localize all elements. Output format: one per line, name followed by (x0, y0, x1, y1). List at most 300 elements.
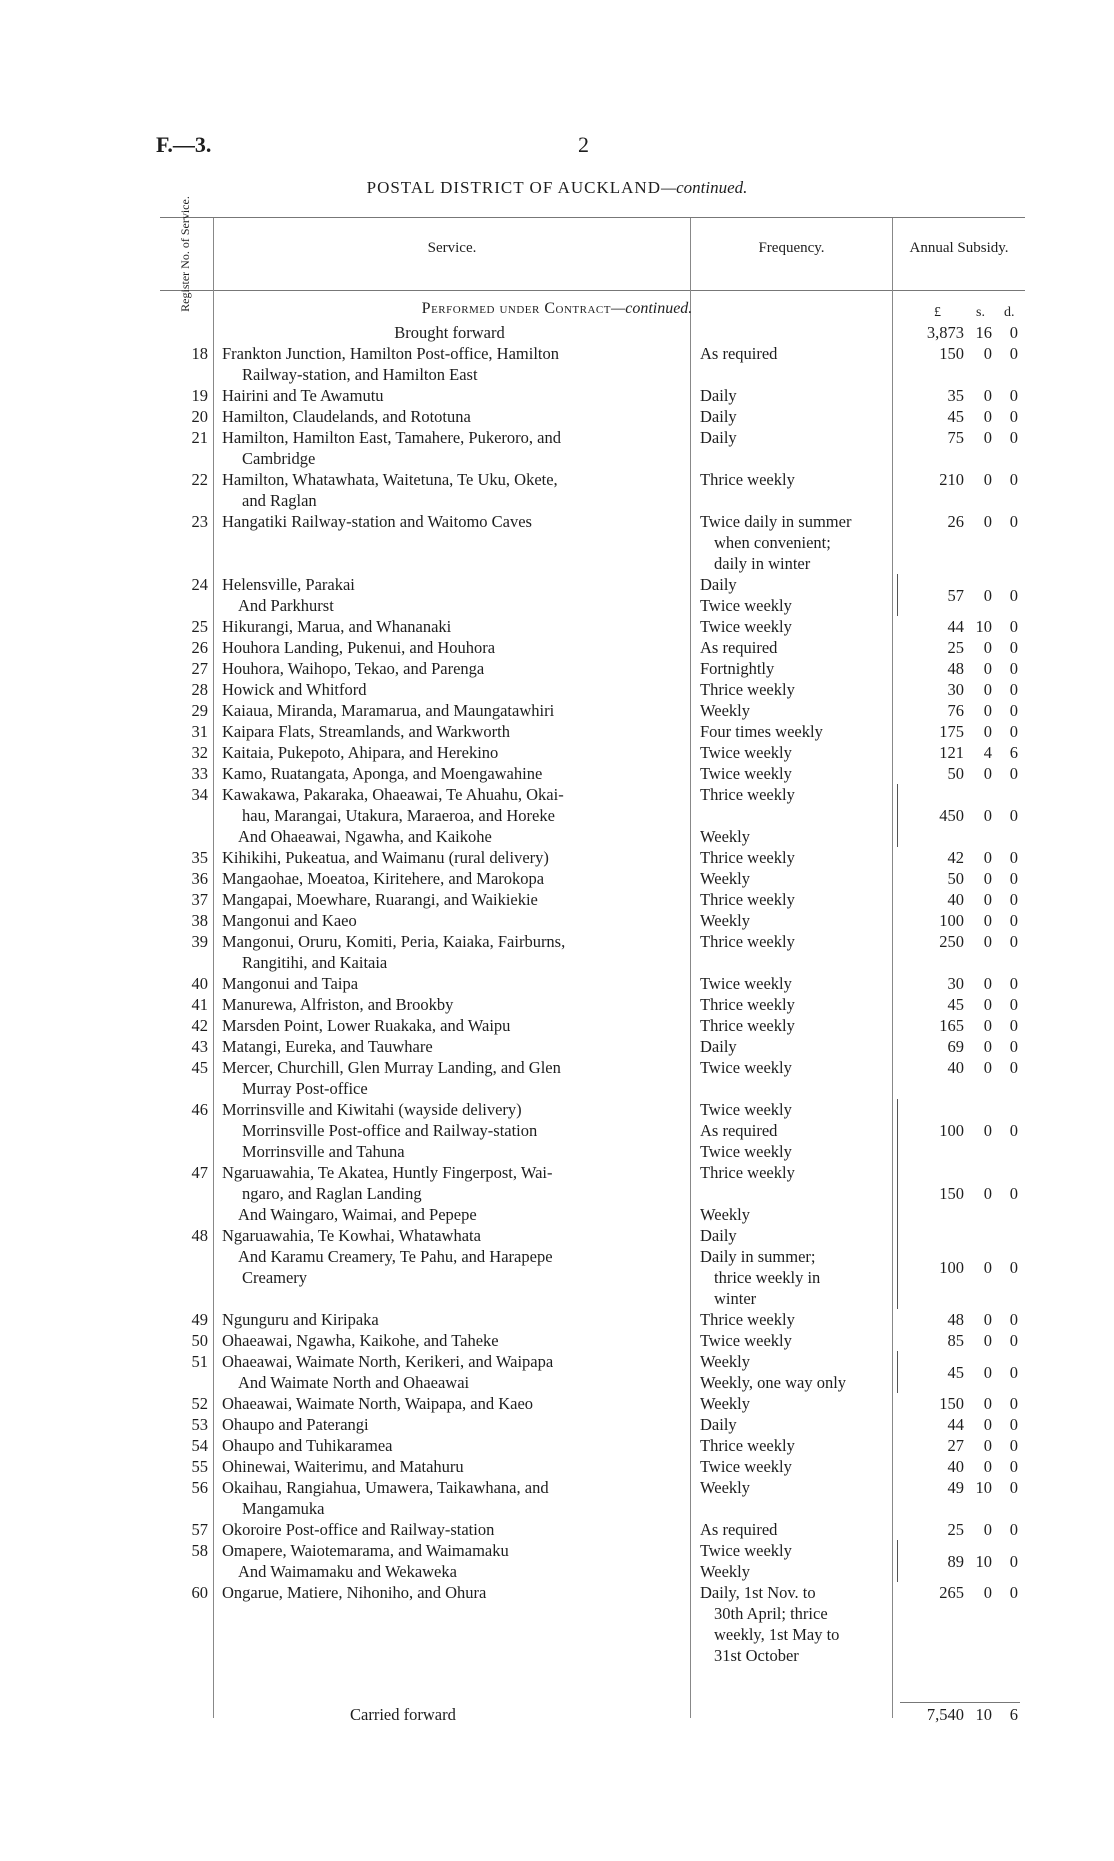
register-number: 60 (191, 1583, 208, 1602)
total-rule (900, 1702, 1020, 1703)
subsidy-pounds: 265 (939, 1583, 964, 1602)
unit-pence: d. (1004, 305, 1015, 320)
register-number: 34 (191, 785, 208, 804)
subsidy-pounds: 48 (947, 659, 964, 678)
register-number: 25 (191, 617, 208, 636)
subsidy-shillings: 0 (983, 1363, 992, 1382)
subsidy-shillings: 0 (983, 1016, 992, 1035)
register-number: 40 (191, 974, 208, 993)
service-frequency: Twice weekly (700, 596, 792, 615)
subsidy-shillings: 0 (983, 1436, 992, 1455)
register-number: 43 (191, 1037, 208, 1056)
service-route: Manurewa, Alfriston, and Brookby (222, 995, 454, 1014)
grouping-brace (893, 1099, 898, 1162)
service-frequency: Weekly (700, 827, 750, 846)
register-number: 51 (191, 1352, 208, 1371)
subsidy-pence: 0 (1009, 386, 1018, 405)
subsidy-shillings: 0 (983, 470, 992, 489)
service-frequency: Daily, 1st Nov. to (700, 1583, 816, 1602)
subsidy-pounds: 40 (947, 890, 964, 909)
service-route: Mercer, Churchill, Glen Murray Landing, and Glen (222, 1058, 561, 1077)
subsidy-pounds: 44 (947, 617, 964, 636)
subsidy-pence: 6 (1009, 743, 1018, 762)
subsidy-pence: 0 (1009, 1478, 1018, 1497)
register-number: 58 (191, 1541, 208, 1560)
subsidy-shillings: 0 (983, 932, 992, 951)
subsidy-pounds: 27 (947, 1436, 964, 1455)
service-frequency: Daily (700, 407, 737, 426)
subsidy-shillings: 0 (983, 1258, 992, 1277)
unit-pounds: £ (934, 305, 941, 320)
subsidy-pence: 0 (1009, 1552, 1018, 1571)
service-route: Kaiaua, Miranda, Maramarua, and Maungatawhiri (222, 701, 555, 720)
service-frequency: As required (700, 1121, 778, 1140)
subsidy-pounds: 25 (947, 638, 964, 657)
unit-shillings: s. (976, 305, 985, 320)
subsidy-shillings: 0 (983, 1394, 992, 1413)
service-route: Creamery (242, 1268, 308, 1287)
register-number: 57 (191, 1520, 208, 1539)
register-number: 56 (191, 1478, 208, 1497)
register-number: 36 (191, 869, 208, 888)
service-frequency: As required (700, 344, 778, 363)
service-route: Omapere, Waiotemarama, and Waimamaku (222, 1541, 509, 1560)
service-frequency: Twice weekly (700, 743, 792, 762)
subsidy-pounds: 165 (939, 1016, 964, 1035)
subsidy-pence: 0 (1009, 1436, 1018, 1455)
subsidy-pounds: 150 (939, 1394, 964, 1413)
subsidy-pounds: 75 (947, 428, 964, 447)
service-frequency: Fortnightly (700, 659, 775, 678)
subsidy-pounds: 121 (939, 743, 964, 762)
service-frequency: Thrice weekly (700, 1310, 795, 1329)
service-frequency: Daily (700, 386, 737, 405)
carried-forward-shillings: 10 (975, 1705, 992, 1724)
subsidy-shillings: 0 (983, 974, 992, 993)
subsidy-pence: 0 (1009, 869, 1018, 888)
page-title-continued: —continued. (660, 178, 748, 197)
subsidy-pounds: 100 (939, 1258, 964, 1277)
register-number: 38 (191, 911, 208, 930)
subsidy-pounds: 40 (947, 1457, 964, 1476)
subsidy-shillings: 0 (983, 586, 992, 605)
subsidy-pounds: 30 (947, 974, 964, 993)
subsidy-shillings: 0 (983, 1457, 992, 1476)
subsidy-shillings: 10 (975, 617, 992, 636)
page-number: 2 (578, 132, 589, 157)
subsidy-pounds: 25 (947, 1520, 964, 1539)
subsidy-pounds: 76 (947, 701, 964, 720)
subsidy-shillings: 0 (983, 1310, 992, 1329)
service-frequency: Daily (700, 1226, 737, 1245)
subsidy-shillings: 0 (983, 1583, 992, 1602)
service-frequency: Weekly, one way only (700, 1373, 847, 1392)
subsidy-pence: 0 (1009, 680, 1018, 699)
section-heading-continued: —continued. (610, 300, 693, 317)
service-route: Howick and Whitford (222, 680, 367, 699)
service-frequency: Four times weekly (700, 722, 823, 741)
service-route: Kawakawa, Pakaraka, Ohaeawai, Te Ahuahu, Okai- (222, 785, 564, 804)
grouping-brace (893, 574, 898, 616)
service-route: Mangamuka (242, 1499, 325, 1518)
subsidy-pounds: 44 (947, 1415, 964, 1434)
service-route: Cambridge (242, 449, 316, 468)
service-frequency: Thrice weekly (700, 848, 795, 867)
service-route: And Waimamaku and Wekaweka (238, 1562, 457, 1581)
subsidy-pounds: 89 (947, 1552, 964, 1571)
document-reference: F.—3. (156, 132, 212, 157)
service-frequency: Weekly (700, 701, 750, 720)
service-route: Murray Post-office (242, 1079, 368, 1098)
service-route: Ohaupo and Paterangi (222, 1415, 369, 1434)
subsidy-pence: 0 (1009, 890, 1018, 909)
service-frequency: Thrice weekly (700, 680, 795, 699)
service-route: Mangonui, Oruru, Komiti, Peria, Kaiaka, Fairburns, (222, 932, 566, 951)
service-route: Ngunguru and Kiripaka (222, 1310, 379, 1329)
service-route: Kaipara Flats, Streamlands, and Warkworth (222, 722, 510, 741)
service-route: hau, Marangai, Utakura, Maraeroa, and Horeke (242, 806, 555, 825)
subsidy-pounds: 450 (939, 806, 964, 825)
register-number: 31 (191, 722, 208, 741)
subsidy-pence: 0 (1009, 512, 1018, 531)
subsidy-pence: 0 (1009, 407, 1018, 426)
subsidy-pounds: 150 (939, 344, 964, 363)
subsidy-pounds: 175 (939, 722, 964, 741)
subsidy-shillings: 0 (983, 680, 992, 699)
subsidy-shillings: 0 (983, 512, 992, 531)
subsidy-shillings: 0 (983, 428, 992, 447)
service-route: ngaro, and Raglan Landing (242, 1184, 422, 1203)
service-route: Houhora Landing, Pukenui, and Houhora (222, 638, 496, 657)
subsidy-shillings: 0 (983, 722, 992, 741)
service-frequency: Twice weekly (700, 1058, 792, 1077)
service-route: Kaitaia, Pukepoto, Ahipara, and Herekino (222, 743, 499, 762)
service-frequency: Weekly (700, 1352, 750, 1371)
service-frequency: daily in winter (714, 554, 811, 573)
service-route: Ngaruawahia, Te Akatea, Huntly Fingerpost, Wai- (222, 1163, 553, 1182)
register-number: 54 (191, 1436, 208, 1455)
subsidy-shillings: 0 (983, 806, 992, 825)
subsidy-pence: 0 (1009, 806, 1018, 825)
service-frequency: Thrice weekly (700, 1163, 795, 1182)
subsidy-pence: 0 (1009, 932, 1018, 951)
subsidy-shillings: 0 (983, 1037, 992, 1056)
service-route: Hamilton, Hamilton East, Tamahere, Pukeroro, and (222, 428, 561, 447)
subsidy-pence: 0 (1009, 1520, 1018, 1539)
grouping-brace (893, 784, 898, 847)
subsidy-shillings: 0 (983, 995, 992, 1014)
subsidy-pounds: 50 (947, 764, 964, 783)
subsidy-pounds: 100 (939, 911, 964, 930)
service-frequency: Thrice weekly (700, 1436, 795, 1455)
carried-forward-pounds: 7,540 (926, 1705, 964, 1724)
subsidy-pence: 0 (1009, 1583, 1018, 1602)
service-frequency: Twice weekly (700, 1100, 792, 1119)
subsidy-shillings: 0 (983, 869, 992, 888)
subsidy-pence: 0 (1009, 659, 1018, 678)
service-route: Okaihau, Rangiahua, Umawera, Taikawhana, and (222, 1478, 549, 1497)
column-header-service: Service. (427, 240, 477, 256)
subsidy-pence: 0 (1009, 911, 1018, 930)
register-number: 23 (191, 512, 208, 531)
subsidy-shillings: 10 (975, 1478, 992, 1497)
subsidy-pence: 0 (1009, 1415, 1018, 1434)
section-heading-main: Performed under Contract (421, 300, 611, 317)
subsidy-pounds: 69 (947, 1037, 964, 1056)
register-number: 46 (191, 1100, 208, 1119)
subsidy-pence: 0 (1009, 722, 1018, 741)
subsidy-pence: 0 (1009, 1457, 1018, 1476)
service-frequency: 31st October (714, 1646, 799, 1665)
service-frequency: Daily (700, 1037, 737, 1056)
register-number: 47 (191, 1163, 208, 1182)
service-frequency: Thrice weekly (700, 995, 795, 1014)
service-route: Ohinewai, Waiterimu, and Matahuru (222, 1457, 464, 1476)
subsidy-pence: 0 (1009, 848, 1018, 867)
register-number: 42 (191, 1016, 208, 1035)
service-route: Morrinsville and Kiwitahi (wayside delivery) (222, 1100, 522, 1119)
subsidy-pence: 0 (1009, 1258, 1018, 1277)
column-header-subsidy: Annual Subsidy. (909, 240, 1009, 256)
register-number: 26 (191, 638, 208, 657)
service-frequency: Twice weekly (700, 1457, 792, 1476)
subsidy-shillings: 0 (983, 890, 992, 909)
subsidy-shillings: 0 (983, 386, 992, 405)
subsidy-shillings: 0 (983, 638, 992, 657)
register-number: 55 (191, 1457, 208, 1476)
subsidy-pence: 0 (1009, 638, 1018, 657)
subsidy-shillings: 4 (983, 743, 992, 762)
service-route: Hikurangi, Marua, and Whananaki (222, 617, 452, 636)
subsidy-shillings: 0 (983, 1520, 992, 1539)
page-title (0, 178, 1114, 198)
service-route: Helensville, Parakai (222, 575, 355, 594)
service-frequency: Daily (700, 575, 737, 594)
subsidy-shillings: 0 (983, 659, 992, 678)
service-route: Mangapai, Moewhare, Ruarangi, and Waikiekie (222, 890, 538, 909)
register-number: 28 (191, 680, 208, 699)
subsidy-pounds: 30 (947, 680, 964, 699)
service-frequency: Twice weekly (700, 1142, 792, 1161)
register-number: 50 (191, 1331, 208, 1350)
subsidy-shillings: 0 (983, 848, 992, 867)
register-number: 19 (191, 386, 208, 405)
service-route: Hamilton, Claudelands, and Rototuna (222, 407, 471, 426)
service-route: Ohaeawai, Waimate North, Waipapa, and Kaeo (222, 1394, 534, 1413)
subsidy-pence: 0 (1009, 995, 1018, 1014)
register-number: 27 (191, 659, 208, 678)
register-number: 35 (191, 848, 208, 867)
register-number: 41 (191, 995, 208, 1014)
subsidy-pounds: 26 (947, 512, 964, 531)
subsidy-pounds: 100 (939, 1121, 964, 1140)
service-frequency: Weekly (700, 1562, 750, 1581)
register-number: 20 (191, 407, 208, 426)
service-route: Houhora, Waihopo, Tekao, and Parenga (222, 659, 485, 678)
table-header-rule-bottom (160, 290, 1025, 291)
service-route: Matangi, Eureka, and Tauwhare (222, 1037, 433, 1056)
service-frequency: Twice weekly (700, 764, 792, 783)
subsidy-pence: 0 (1009, 586, 1018, 605)
service-frequency: Thrice weekly (700, 890, 795, 909)
service-frequency: Weekly (700, 869, 750, 888)
service-frequency: Twice weekly (700, 1541, 792, 1560)
grouping-brace (893, 1225, 898, 1309)
service-route: Ohaeawai, Ngawha, Kaikohe, and Taheke (222, 1331, 499, 1350)
service-route: Ohaupo and Tuhikaramea (222, 1436, 393, 1455)
carried-forward-pence: 6 (1009, 1705, 1018, 1724)
subsidy-shillings: 0 (983, 1058, 992, 1077)
service-route: Mangonui and Taipa (222, 974, 359, 993)
service-frequency: Thrice weekly (700, 470, 795, 489)
service-route: And Ohaeawai, Ngawha, and Kaikohe (238, 827, 492, 846)
service-route: And Waimate North and Ohaeawai (238, 1373, 470, 1392)
service-frequency: Thrice weekly (700, 1016, 795, 1035)
service-route: Hangatiki Railway-station and Waitomo Caves (222, 512, 532, 531)
service-route: Rangitihi, and Kaitaia (242, 953, 388, 972)
subsidy-pence: 0 (1009, 1184, 1018, 1203)
service-route: Kamo, Ruatangata, Aponga, and Moengawahine (222, 764, 543, 783)
subsidy-pounds: 210 (939, 470, 964, 489)
subsidy-shillings: 0 (983, 911, 992, 930)
register-number: 49 (191, 1310, 208, 1329)
subsidy-shillings: 0 (983, 407, 992, 426)
service-route: Marsden Point, Lower Ruakaka, and Waipu (222, 1016, 511, 1035)
subsidy-pence: 0 (1009, 470, 1018, 489)
subsidy-pounds: 50 (947, 869, 964, 888)
subsidy-pence: 0 (1009, 1121, 1018, 1140)
subsidy-pence: 0 (1009, 974, 1018, 993)
subsidy-shillings: 0 (983, 1184, 992, 1203)
service-route: Mangonui and Kaeo (222, 911, 357, 930)
subsidy-pence: 0 (1009, 1394, 1018, 1413)
subsidy-pounds: 150 (939, 1184, 964, 1203)
subsidy-pence: 0 (1009, 764, 1018, 783)
service-route: And Karamu Creamery, Te Pahu, and Harapepe (238, 1247, 553, 1266)
subsidy-pence: 0 (1009, 428, 1018, 447)
subsidy-pence: 0 (1009, 1363, 1018, 1382)
subsidy-pounds: 35 (947, 386, 964, 405)
service-frequency: Weekly (700, 1205, 750, 1224)
subsidy-shillings: 0 (983, 344, 992, 363)
column-header-register: Register No. of Service. (178, 196, 193, 312)
service-frequency: Twice weekly (700, 617, 792, 636)
register-number: 39 (191, 932, 208, 951)
register-number: 33 (191, 764, 208, 783)
subsidy-pence: 0 (1009, 344, 1018, 363)
brought-forward-shillings: 16 (975, 323, 992, 342)
service-route: Ongarue, Matiere, Nihoniho, and Ohura (222, 1583, 487, 1602)
subsidy-pounds: 45 (947, 407, 964, 426)
register-number: 37 (191, 890, 208, 909)
subsidy-shillings: 0 (983, 1415, 992, 1434)
service-frequency: weekly, 1st May to (714, 1625, 840, 1644)
subsidy-pounds: 57 (947, 586, 964, 605)
service-frequency: Twice daily in summer (700, 512, 852, 531)
subsidy-shillings: 10 (975, 1552, 992, 1571)
subsidy-shillings: 0 (983, 701, 992, 720)
subsidy-pounds: 45 (947, 1363, 964, 1382)
services-table-body (0, 322, 1114, 1722)
service-frequency: winter (714, 1289, 757, 1308)
service-frequency: Daily (700, 1415, 737, 1434)
register-number: 32 (191, 743, 208, 762)
service-route: Frankton Junction, Hamilton Post-office, Hamilton (222, 344, 559, 363)
service-frequency: Weekly (700, 1394, 750, 1413)
service-frequency: Thrice weekly (700, 932, 795, 951)
service-route: and Raglan (242, 491, 317, 510)
subsidy-shillings: 0 (983, 1331, 992, 1350)
subsidy-pounds: 49 (947, 1478, 964, 1497)
service-route: Hairini and Te Awamutu (222, 386, 384, 405)
service-route: Mangaohae, Moeatoa, Kiritehere, and Marokopa (222, 869, 545, 888)
register-number: 22 (191, 470, 208, 489)
subsidy-shillings: 0 (983, 1121, 992, 1140)
service-frequency: Daily in summer; (700, 1247, 816, 1266)
subsidy-pence: 0 (1009, 617, 1018, 636)
register-number: 24 (191, 575, 208, 594)
subsidy-pounds: 45 (947, 995, 964, 1014)
subsidy-pounds: 48 (947, 1310, 964, 1329)
service-frequency: As required (700, 1520, 778, 1539)
register-number: 29 (191, 701, 208, 720)
service-frequency: Twice weekly (700, 974, 792, 993)
brought-forward-pence: 0 (1009, 323, 1018, 342)
register-number: 21 (191, 428, 208, 447)
service-frequency: Thrice weekly (700, 785, 795, 804)
subsidy-shillings: 0 (983, 764, 992, 783)
service-route: Railway-station, and Hamilton East (242, 365, 478, 384)
carried-forward-label: Carried forward (350, 1705, 456, 1724)
service-route: And Waingaro, Waimai, and Pepepe (238, 1205, 477, 1224)
service-route: Morrinsville and Tahuna (242, 1142, 405, 1161)
brought-forward-label: Brought forward (394, 323, 505, 342)
service-frequency: Weekly (700, 1478, 750, 1497)
service-route: Morrinsville Post-office and Railway-station (242, 1121, 538, 1140)
service-frequency: Twice weekly (700, 1331, 792, 1350)
service-route: Ohaeawai, Waimate North, Kerikeri, and Waipapa (222, 1352, 554, 1371)
subsidy-pence: 0 (1009, 1310, 1018, 1329)
subsidy-pounds: 40 (947, 1058, 964, 1077)
register-number: 48 (191, 1226, 208, 1245)
table-header-rule-top (160, 217, 1025, 218)
service-frequency: 30th April; thrice (714, 1604, 828, 1623)
service-route: Kihikihi, Pukeatua, and Waimanu (rural delivery) (222, 848, 549, 867)
service-frequency: Daily (700, 428, 737, 447)
service-frequency: As required (700, 638, 778, 657)
subsidy-pence: 0 (1009, 1037, 1018, 1056)
grouping-brace (893, 1540, 898, 1582)
service-frequency: when convenient; (714, 533, 831, 552)
grouping-brace (893, 1162, 898, 1225)
subsidy-pence: 0 (1009, 701, 1018, 720)
service-route: Okoroire Post-office and Railway-station (222, 1520, 495, 1539)
subsidy-pence: 0 (1009, 1331, 1018, 1350)
register-number: 18 (191, 344, 208, 363)
page-title-main: POSTAL DISTRICT OF AUCKLAND (366, 178, 661, 197)
subsidy-pence: 0 (1009, 1058, 1018, 1077)
register-number: 52 (191, 1394, 208, 1413)
register-number: 53 (191, 1415, 208, 1434)
grouping-brace (893, 1351, 898, 1393)
service-route: Ngaruawahia, Te Kowhai, Whatawhata (222, 1226, 481, 1245)
subsidy-pounds: 85 (947, 1331, 964, 1350)
service-frequency: thrice weekly in (714, 1268, 821, 1287)
column-header-frequency: Frequency. (758, 240, 825, 256)
register-number: 45 (191, 1058, 208, 1077)
brought-forward-pounds: 3,873 (926, 323, 964, 342)
service-route: Hamilton, Whatawhata, Waitetuna, Te Uku, Okete, (222, 470, 558, 489)
